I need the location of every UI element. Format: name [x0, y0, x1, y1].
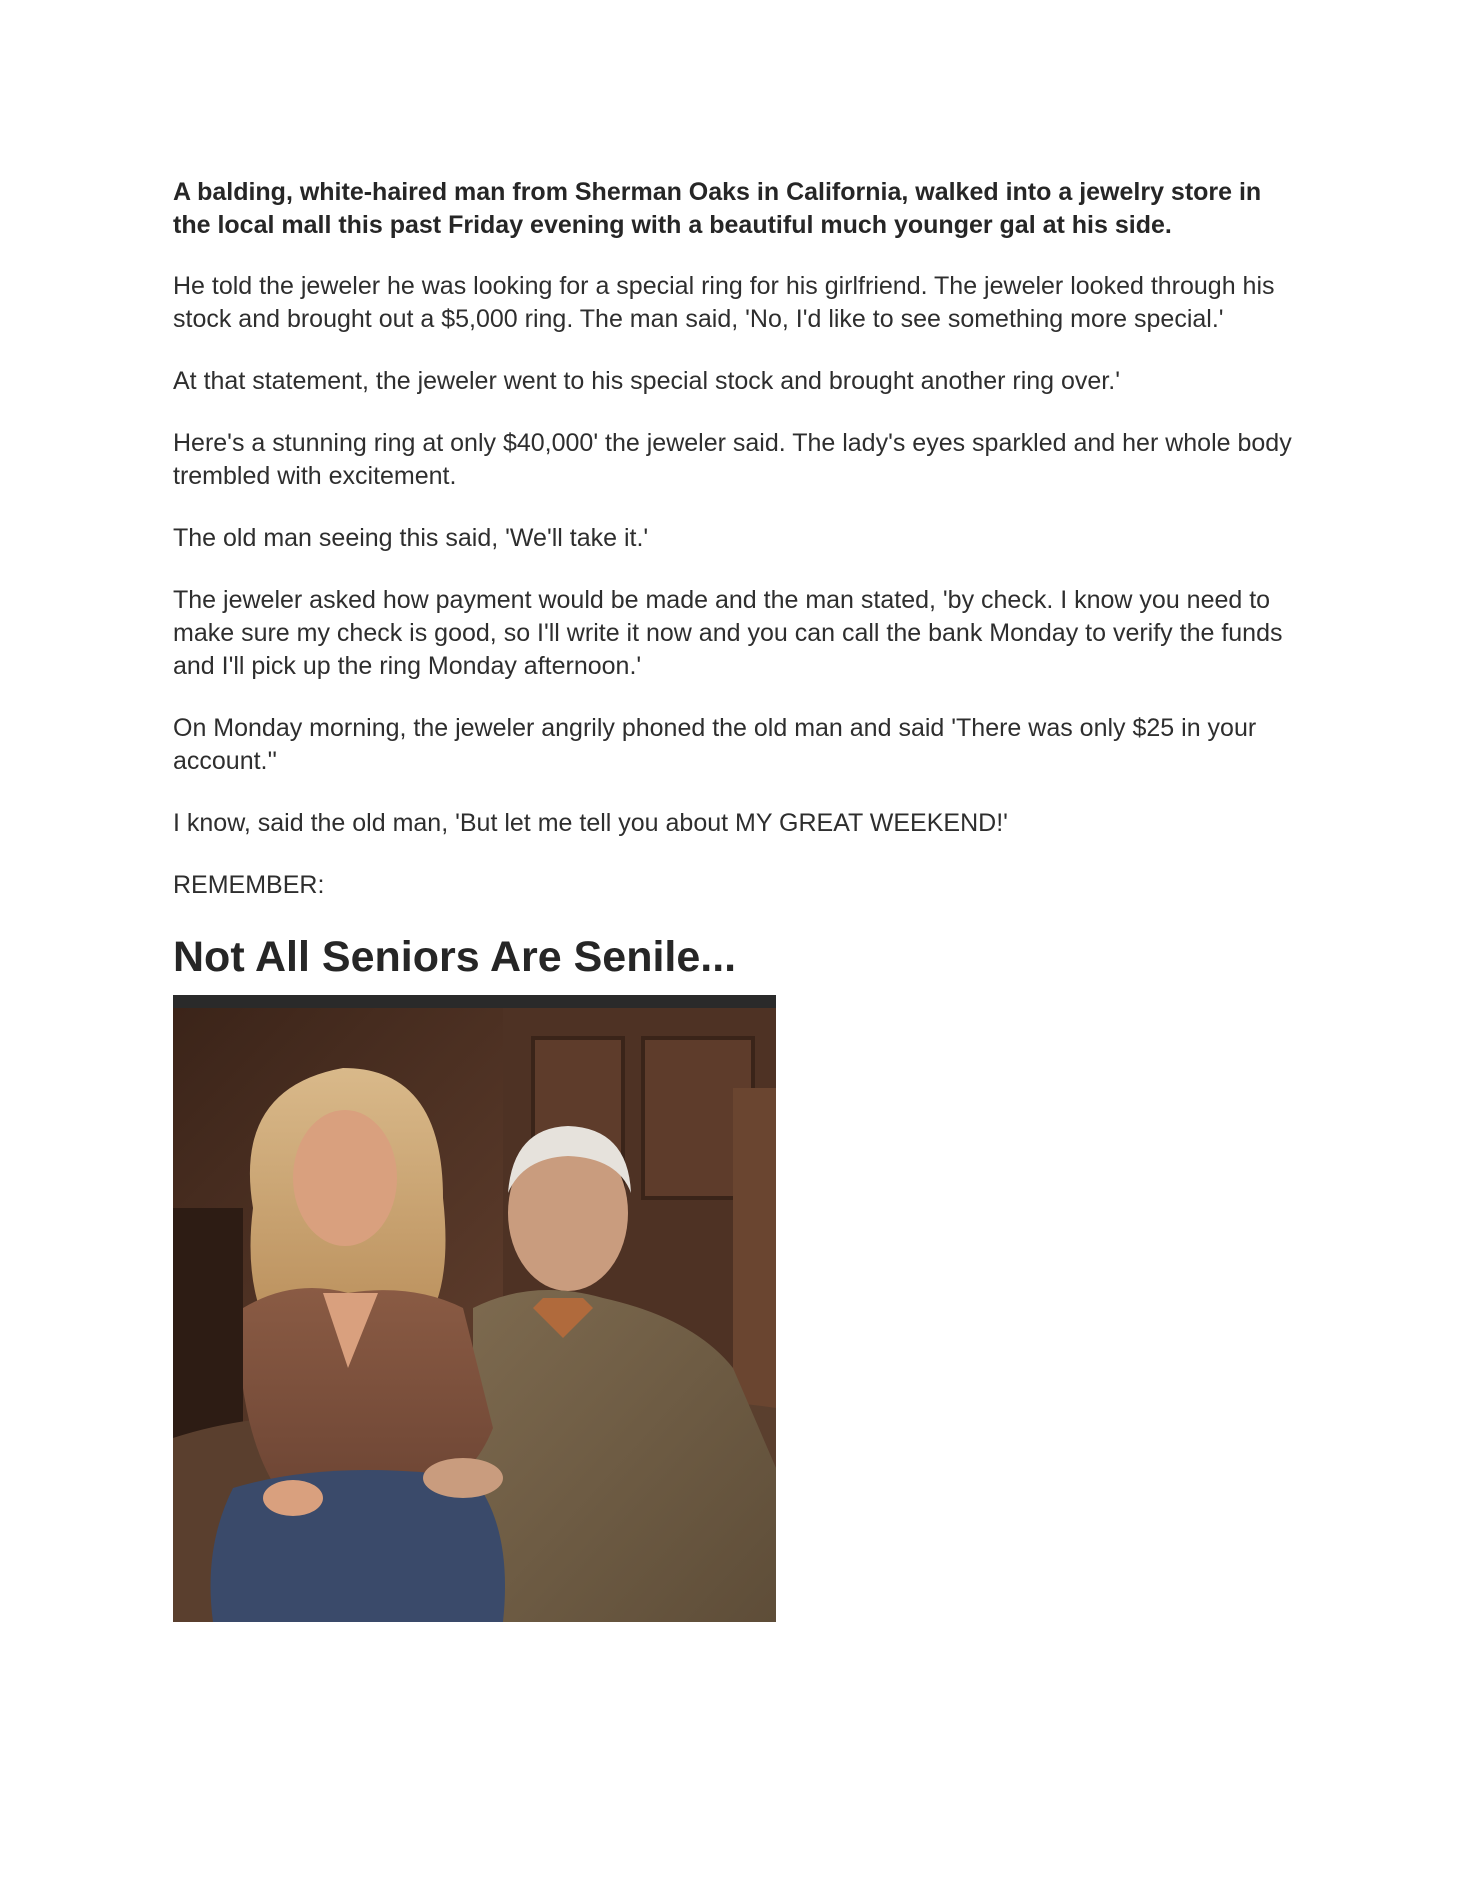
story-paragraph-6: On Monday morning, the jeweler angrily phoned the old man and said 'There was only $25 in your account.'' [173, 714, 1257, 775]
story-paragraph-4: The old man seeing this said, 'We'll take it.' [173, 524, 649, 552]
woman-face [293, 1110, 397, 1246]
story-paragraph-3: Here's a stunning ring at only $40,000' the jeweler said. The lady's eyes sparkled and her whole body trembled with excitement. [173, 429, 1292, 490]
photo-frame [173, 995, 776, 1622]
page-headline: Not All Seniors Are Senile... [173, 933, 737, 981]
story-paragraph-7: I know, said the old man, 'But let me tell you about MY GREAT WEEKEND!' [173, 809, 1008, 837]
lead-paragraph: A balding, white-haired man from Sherman Oaks in California, walked into a jewelry store in the local mall this past Friday evening with a beautiful much younger gal at his side. [173, 178, 1262, 239]
woman-hand [263, 1480, 323, 1516]
couple-photo [173, 1008, 776, 1622]
document-page [173, 176, 1303, 1622]
wood-column [733, 1088, 776, 1428]
remember-label: REMEMBER: [173, 871, 325, 899]
story-paragraph-1: He told the jeweler he was looking for a special ring for his girlfriend. The jeweler looked through his stock and brought out a $5,000 ring. The man said, 'No, I'd like to see something more special.' [173, 272, 1275, 333]
story-paragraph-5: The jeweler asked how payment would be made and the man stated, 'by check. I know you need to make sure my check is good, so I'll write it now and you can call the bank Monday to verify the funds and I'll pick up the ring Monday afternoon.' [173, 586, 1283, 680]
story-paragraph-2: At that statement, the jeweler went to his special stock and brought another ring over.' [173, 367, 1120, 395]
hands [423, 1458, 503, 1498]
